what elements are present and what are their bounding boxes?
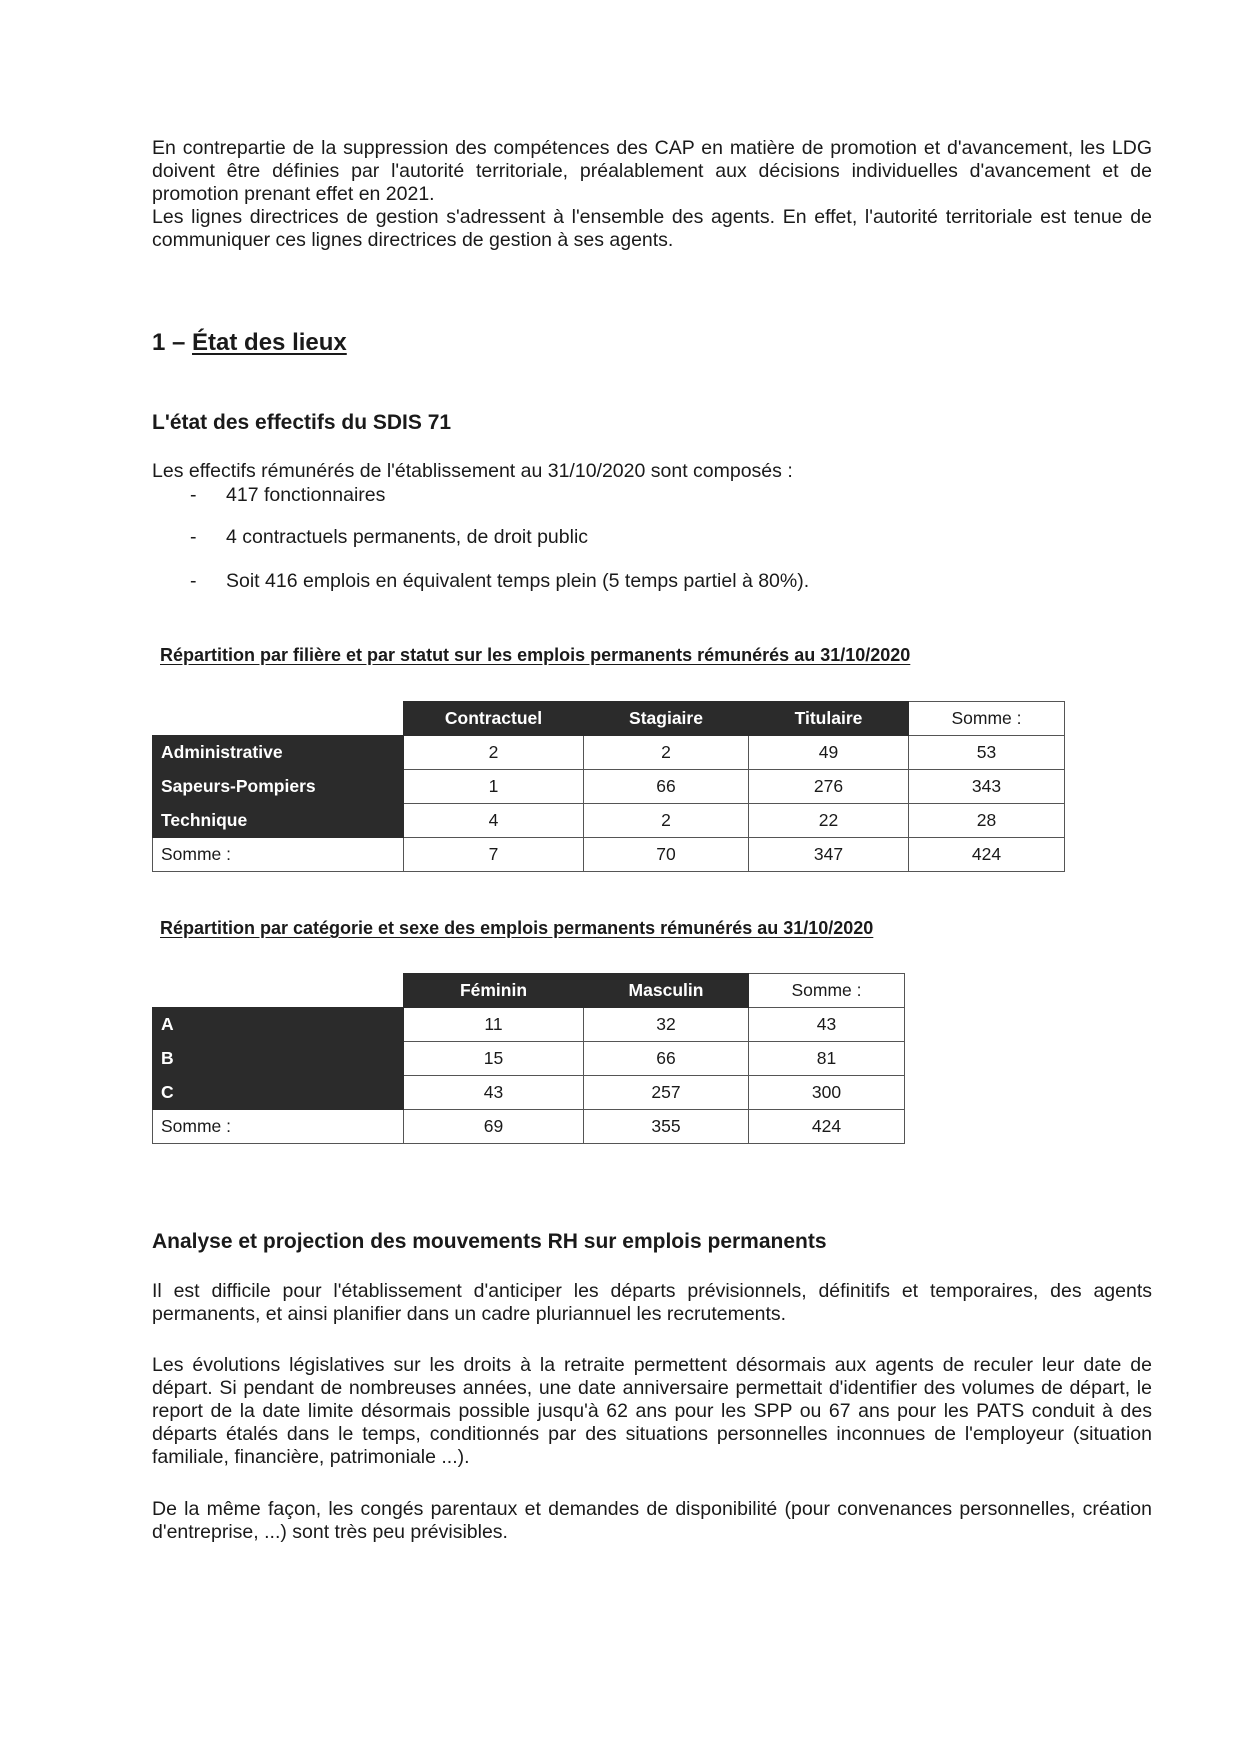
table-cell: 424 (749, 1110, 905, 1144)
table-row (153, 804, 1065, 838)
analyse-paragraph-3-block (152, 1498, 1152, 1544)
analyse-paragraph-2-block (152, 1354, 1152, 1469)
effectifs-lead: Les effectifs rémunérés de l'établissement au 31/10/2020 sont composés : (152, 460, 793, 482)
row-header: Somme : (153, 838, 404, 872)
table-row (153, 736, 1065, 770)
table-cell: 28 (909, 804, 1065, 838)
column-header: Titulaire (749, 702, 909, 736)
row-header: B (153, 1042, 404, 1076)
table-cell: 69 (404, 1110, 584, 1144)
table-filiere-statut (152, 701, 1065, 872)
analyse-paragraph-3: De la même façon, les congés parentaux et demandes de disponibilité (pour convenances personnelles, création d'entreprise, ...) sont très peu prévisibles. (152, 1498, 1152, 1543)
intro-paragraph-1: En contrepartie de la suppression des compétences des CAP en matière de promotion et d'avancement, les LDG doivent être définies par l'autorité territoriale, préalablement aux décisions individuelles d'avancement et de promotion prenant effet en 2021. (152, 137, 1152, 205)
table-cell: 70 (584, 838, 749, 872)
table-row (153, 1076, 905, 1110)
table-cell: 2 (584, 804, 749, 838)
table-cell: 2 (584, 736, 749, 770)
intro-section (152, 137, 1152, 252)
table-cell: 11 (404, 1008, 584, 1042)
row-header: Technique (153, 804, 404, 838)
table-row (153, 770, 1065, 804)
table-cell: 7 (404, 838, 584, 872)
table-cell: 300 (749, 1076, 905, 1110)
table-cell: 66 (584, 770, 749, 804)
table-cell: 53 (909, 736, 1065, 770)
column-header: Féminin (404, 974, 584, 1008)
table-cell: 424 (909, 838, 1065, 872)
table-cell: 43 (404, 1076, 584, 1110)
row-header: Somme : (153, 1110, 404, 1144)
list-item: - Soit 416 emplois en équivalent temps plein (5 temps partiel à 80%). (190, 570, 810, 592)
intro-paragraph-2: Les lignes directrices de gestion s'adressent à l'ensemble des agents. En effet, l'autorité territoriale est tenue de communiquer ces lignes directrices de gestion à ses agents. (152, 206, 1152, 251)
table-row (153, 1008, 905, 1042)
table-cell: 1 (404, 770, 584, 804)
table-total-row (153, 1110, 905, 1144)
analyse-heading: Analyse et projection des mouvements RH sur emplois permanents (152, 1230, 827, 1253)
table-cell: 81 (749, 1042, 905, 1076)
list-item: - 4 contractuels permanents, de droit public (190, 526, 589, 548)
column-header: Somme : (909, 702, 1065, 736)
column-header: Stagiaire (584, 702, 749, 736)
table-total-row (153, 838, 1065, 872)
table-cell: 257 (584, 1076, 749, 1110)
analyse-paragraph-1-block (152, 1280, 1152, 1326)
table1-caption: Répartition par filière et par statut sur les emplois permanents rémunérés au 31/10/2020 (160, 645, 911, 665)
table-cell: 4 (404, 804, 584, 838)
table-cell: 49 (749, 736, 909, 770)
table-cell: 32 (584, 1008, 749, 1042)
effectifs-heading: L'état des effectifs du SDIS 71 (152, 411, 452, 434)
table-header-row (153, 702, 1065, 736)
table-cell: 2 (404, 736, 584, 770)
row-header: Administrative (153, 736, 404, 770)
column-header: Contractuel (404, 702, 584, 736)
table-cell: 355 (584, 1110, 749, 1144)
section-title (152, 329, 347, 357)
table-cell: 66 (584, 1042, 749, 1076)
table-row (153, 1042, 905, 1076)
table-cell: 347 (749, 838, 909, 872)
analyse-paragraph-2: Les évolutions législatives sur les droits à la retraite permettent désormais aux agents de reculer leur date de départ. Si pendant de nombreuses années, une date anniversaire permettait d'identifier des volumes de départ, le report de la date limite désormais possible jusqu'à 62 ans pour les SPP ou 67 ans pour les PATS conduit à des départs étalés dans le temps, conditionnés par des situations personnelles inconnues de l'employeur (situation familiale, financière, patrimoniale ...). (152, 1354, 1152, 1468)
list-item: - 417 fonctionnaires (190, 484, 386, 506)
table-cell: 22 (749, 804, 909, 838)
row-header: C (153, 1076, 404, 1110)
column-header: Somme : (749, 974, 905, 1008)
row-header: Sapeurs-Pompiers (153, 770, 404, 804)
table-cell: 276 (749, 770, 909, 804)
table-cell: 343 (909, 770, 1065, 804)
section-number: 1 – (152, 329, 193, 356)
analyse-paragraph-1: Il est difficile pour l'établissement d'anticiper les départs prévisionnels, définitifs et temporaires, des agents permanents, et ainsi planifier dans un cadre pluriannuel les recrutements. (152, 1280, 1152, 1325)
table2-caption: Répartition par catégorie et sexe des emplois permanents rémunérés au 31/10/2020 (160, 918, 874, 938)
column-header: Masculin (584, 974, 749, 1008)
table-categorie-sexe (152, 973, 905, 1144)
section-title-text: État des lieux (192, 329, 347, 356)
table-header-row (153, 974, 905, 1008)
row-header: A (153, 1008, 404, 1042)
table-cell: 43 (749, 1008, 905, 1042)
table-cell: 15 (404, 1042, 584, 1076)
